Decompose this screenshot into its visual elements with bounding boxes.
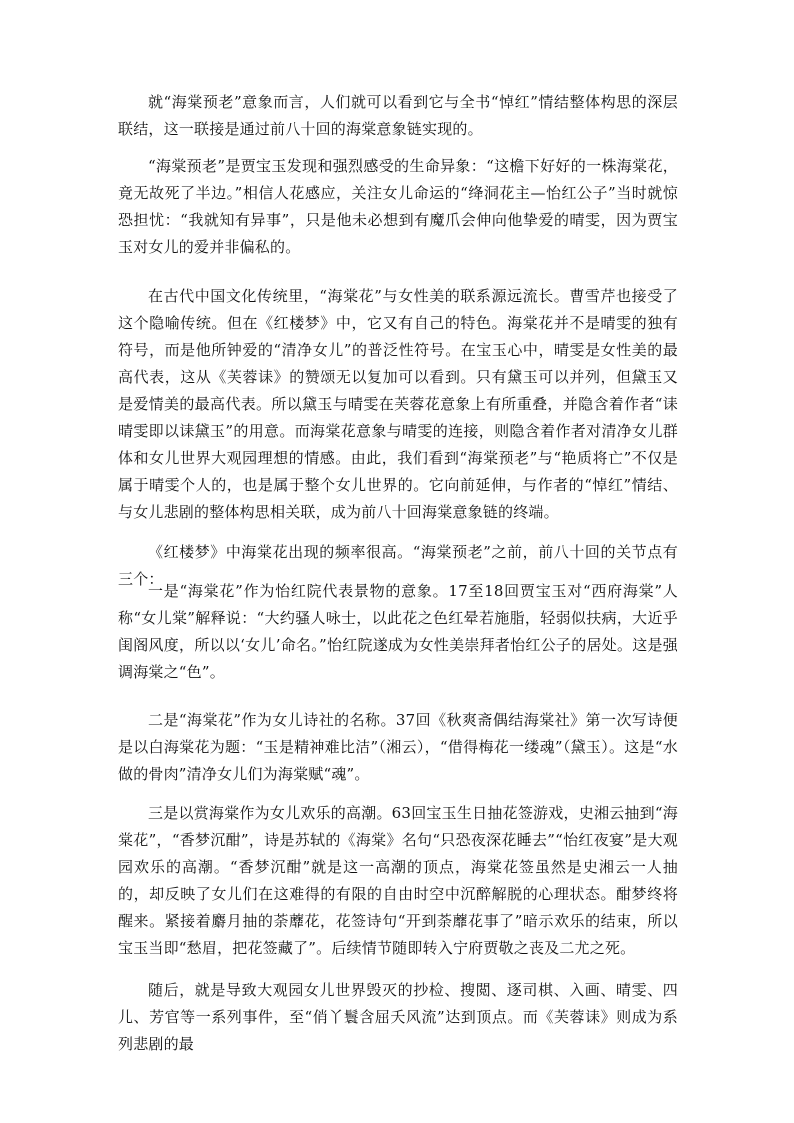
paragraph-5: 一是“海棠花”作为怡红院代表景物的意象。17至18回贾宝玉对“西府海棠”人称“女儿棠”解释说：“大约骚人咏士，以此花之色红晕若施脂，轻弱似扶病，大近乎闺阁风度，所以以‘女儿’命名。”怡红院遂成为女性美崇拜者怡红公子的居处。这是强调海棠之“色”。 [118, 582, 678, 681]
paragraph-6: 二是“海棠花”作为女儿诗社的名称。37回《秋爽斋偶结海棠社》第一次写诗便是以白海棠花为题：“玉是精神难比洁”（湘云），“借得梅花一缕魂”（黛玉）。这是“水做的骨肉”清净女儿们为海棠赋“魂”。 [118, 711, 678, 783]
paragraph-2: “海棠预老”是贾宝玉发现和强烈感受的生命异象：“这檐下好好的一株海棠花，竟无故死了半边。”相信人花感应，关注女儿命运的“绛洞花主—怡红公子”当时就惊恐担忧：“我就知有异事”，只是他未必想到有魔爪会伸向他挚爱的晴雯，因为贾宝玉对女儿的爱并非偏私的。 [118, 157, 678, 256]
paragraph-7: 三是以赏海棠作为女儿欢乐的高潮。63回宝玉生日抽花签游戏，史湘云抽到“海棠花”，“香梦沉酣”，诗是苏轼的《海棠》名句“只恐夜深花睡去”“怡红夜宴”是大观园欢乐的高潮。“香梦沉酣”就是这一高潮的顶点，海棠花签虽然是史湘云一人抽的，却反映了女儿们在这难得的有限的自由时空中沉醉解脱的心理状态。酣梦终将醒来。紧接着麝月抽的荼蘼花，花签诗句“开到荼蘼花事了”暗示欢乐的结束，所以宝玉当即“愁眉，把花签藏了”。后续情节随即转入宁府贾敬之丧及二尤之死。 [118, 804, 678, 957]
paragraph-1: 就“海棠预老”意象而言，人们就可以看到它与全书“悼红”情结整体构思的深层联结，这一联接是通过前八十回的海棠意象链实现的。 [118, 93, 678, 138]
paragraph-8: 随后，就是导致大观园女儿世界毁灭的抄检、搜閲、逐司棋、入画、晴雯、四儿、芳官等一系列事件，至“俏丫鬟含屈夭风流”达到顶点。而《芙蓉诔》则成为系列悲剧的最 [118, 981, 678, 1053]
paragraph-4: 《红楼梦》中海棠花出现的频率很高。“海棠预老”之前，前八十回的关节点有三个： [118, 543, 678, 588]
paragraph-3: 在古代中国文化传统里，“海棠花”与女性美的联系源远流长。曹雪芹也接受了这个隐喻传统。但在《红楼梦》中，它又有自己的特色。海棠花并不是晴雯的独有符号，而是他所钟爱的“清净女儿”的普泛性符号。在宝玉心中，晴雯是女性美的最高代表，这从《芙蓉诔》的赞颂无以复加可以看到。只有黛玉可以并列，但黛玉又是爱情美的最高代表。所以黛玉与晴雯在芙蓉花意象上有所重叠，并隐含着作者“诔晴雯即以诔黛玉”的用意。而海棠花意象与晴雯的连接，则隐含着作者对清净女儿群体和女儿世界大观园理想的情感。由此，我们看到“海棠预老”与“艳质将亡”不仅是属于晴雯个人的，也是属于整个女儿世界的。它向前延伸，与作者的“悼红”情结、与女儿悲剧的整体构思相关联，成为前八十回海棠意象链的终端。 [118, 287, 678, 521]
